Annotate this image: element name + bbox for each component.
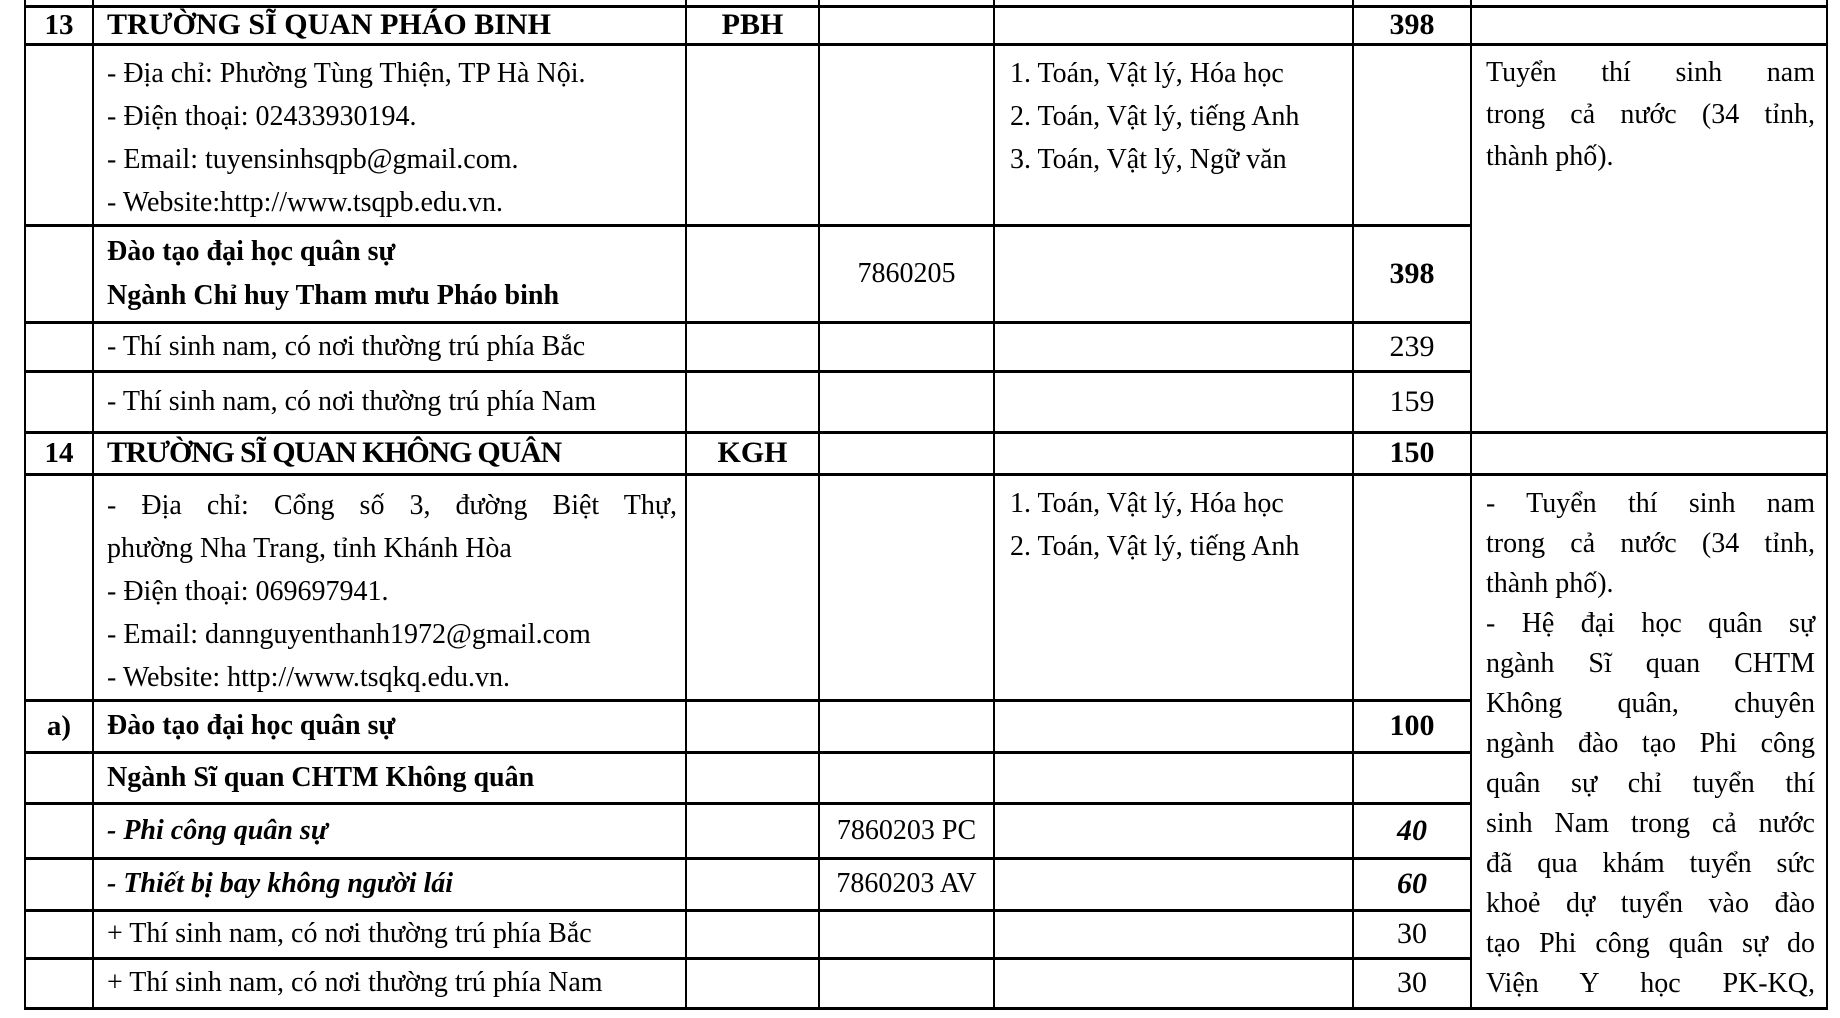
stt-cell: 14 [25, 432, 93, 474]
stt-cell: 13 [25, 6, 93, 44]
notes-line: đã qua khám tuyển sức [1486, 847, 1815, 879]
program-name: Đào tạo đại học quân sự [93, 700, 686, 752]
major-code-cell [819, 322, 994, 371]
subject-combo: 2. Toán, Vật lý, tiếng Anh [1010, 530, 1300, 562]
subject-combos-cell [994, 371, 1353, 432]
quota: 398 [1353, 225, 1471, 322]
quota: 30 [1353, 910, 1471, 958]
school-code: KGH [686, 432, 819, 474]
subject-combos-cell [994, 322, 1353, 371]
email-line: - Email: dannguyenthanh1972@gmail.com [107, 618, 591, 650]
school-code-cell [686, 371, 819, 432]
school-code-cell [686, 858, 819, 910]
notes-line: Không quân, chuyên [1486, 687, 1815, 719]
subject-combo: 1. Toán, Vật lý, Hóa học [1010, 57, 1284, 89]
subject-combos [994, 474, 1353, 700]
specialty-name: - Phi công quân sự [93, 803, 686, 858]
major-code-cell [819, 752, 994, 803]
school-name: TRƯỜNG SĨ QUAN KHÔNG QUÂN [93, 432, 686, 474]
major-code-cell [819, 910, 994, 958]
stt-cell [25, 474, 93, 700]
stt-cell [25, 752, 93, 803]
table-row-14-title [25, 432, 1827, 474]
notes-line: khoẻ dự tuyển vào đào [1486, 887, 1815, 919]
candidate-group: + Thí sinh nam, có nơi thường trú phía Nam [93, 958, 686, 1008]
table-row-14-details [25, 474, 1827, 700]
admissions-table [24, 0, 1828, 1010]
website-line: - Website: http://www.tsqkq.edu.vn. [107, 661, 510, 693]
table-row-13-details [25, 44, 1827, 225]
candidate-group: + Thí sinh nam, có nơi thường trú phía Bắc [93, 910, 686, 958]
school-code-cell [686, 700, 819, 752]
notes-line: - Hệ đại học quân sự [1486, 607, 1815, 639]
school-code-cell [686, 803, 819, 858]
subject-combos-cell [994, 225, 1353, 322]
school-code: PBH [686, 6, 819, 44]
subject-combos-cell [994, 432, 1353, 474]
table-row-13-title [25, 6, 1827, 44]
major-code-cell [819, 474, 994, 700]
quota-cell [1353, 474, 1471, 700]
school-code-cell [686, 958, 819, 1008]
major-code: 7860203 AV [819, 858, 994, 910]
notes-line: thành phố). [1486, 140, 1614, 172]
notes-line: - Tuyển thí sinh nam [1486, 487, 1815, 519]
quota: 60 [1353, 858, 1471, 910]
phone-line: - Điện thoại: 02433930194. [107, 100, 417, 132]
stt-cell [25, 322, 93, 371]
school-code-cell [686, 752, 819, 803]
notes [1471, 474, 1827, 1008]
school-code-cell [686, 225, 819, 322]
stt-cell: a) [25, 700, 93, 752]
notes-line: quân sự chỉ tuyển thí [1486, 767, 1815, 799]
subject-combos-cell [994, 858, 1353, 910]
quota-cell [1353, 44, 1471, 225]
major-code: 7860205 [819, 225, 994, 322]
school-code-cell [686, 910, 819, 958]
notes-line: ngành đào tạo Phi công [1486, 727, 1815, 759]
phone-line: - Điện thoại: 069697941. [107, 575, 389, 607]
subject-combos-cell [994, 6, 1353, 44]
major-code: 7860203 PC [819, 803, 994, 858]
notes-line: ngành Sĩ quan CHTM [1486, 647, 1815, 679]
notes-line: trong cả nước (34 tỉnh, [1486, 98, 1815, 130]
quota: 150 [1353, 432, 1471, 474]
subject-combos-cell [994, 752, 1353, 803]
major-code-cell [819, 958, 994, 1008]
subject-combos-cell [994, 910, 1353, 958]
notes-line: Tuyển thí sinh nam [1486, 56, 1815, 88]
quota: 159 [1353, 371, 1471, 432]
school-code-cell [686, 322, 819, 371]
subject-combos [994, 44, 1353, 225]
quota-cell: 398 [1353, 6, 1471, 44]
stt-cell [25, 958, 93, 1008]
subject-combo: 2. Toán, Vật lý, tiếng Anh [1010, 100, 1300, 132]
notes-cell [1471, 6, 1827, 44]
major-code-cell [819, 6, 994, 44]
quota: 40 [1353, 803, 1471, 858]
website-line: - Website:http://www.tsqpb.edu.vn. [107, 186, 503, 218]
stt-cell [25, 910, 93, 958]
notes-line: trong cả nước (34 tỉnh, [1486, 527, 1815, 559]
stt-cell [25, 803, 93, 858]
quota: 239 [1353, 322, 1471, 371]
address-line: - Địa chỉ: Phường Tùng Thiện, TP Hà Nội. [107, 57, 586, 89]
notes-line: thành phố). [1486, 567, 1614, 599]
school-contact-info [93, 44, 686, 225]
email-line: - Email: tuyensinhsqpb@gmail.com. [107, 143, 519, 175]
address-line: - Địa chỉ: Cổng số 3, đường Biệt Thự, [107, 489, 677, 521]
school-name: TRƯỜNG SĨ QUAN PHÁO BINH [93, 6, 686, 44]
stt-cell [25, 371, 93, 432]
notes-line: Viện Y học PK-KQ, [1486, 967, 1815, 999]
subject-combos-cell [994, 700, 1353, 752]
program-name [93, 225, 686, 322]
notes [1471, 44, 1827, 432]
notes-line: sinh Nam trong cả nước [1486, 807, 1815, 839]
quota-cell [1353, 752, 1471, 803]
subject-combo: 3. Toán, Vật lý, Ngữ văn [1010, 143, 1287, 175]
school-code-cell [686, 474, 819, 700]
major-code-cell [819, 371, 994, 432]
program-line: Ngành Chỉ huy Tham mưu Pháo binh [107, 279, 560, 311]
program-line: Đào tạo đại học quân sự [107, 235, 396, 267]
quota: 30 [1353, 958, 1471, 1008]
school-code-cell [686, 44, 819, 225]
stt-cell [25, 858, 93, 910]
school-contact-info [93, 474, 686, 700]
subject-combos-cell [994, 958, 1353, 1008]
stt-cell [25, 225, 93, 322]
major-name: Ngành Sĩ quan CHTM Không quân [93, 752, 686, 803]
major-code-cell [819, 700, 994, 752]
notes-cell [1471, 432, 1827, 474]
subject-combo: 1. Toán, Vật lý, Hóa học [1010, 487, 1284, 519]
specialty-name: - Thiết bị bay không người lái [93, 858, 686, 910]
major-code-cell [819, 432, 994, 474]
notes-line: tạo Phi công quân sự do [1486, 927, 1815, 959]
stt-cell [25, 44, 93, 225]
candidate-group: - Thí sinh nam, có nơi thường trú phía Nam [93, 371, 686, 432]
major-code-cell [819, 44, 994, 225]
address-line: phường Nha Trang, tỉnh Khánh Hòa [107, 532, 512, 564]
candidate-group: - Thí sinh nam, có nơi thường trú phía Bắc [93, 322, 686, 371]
subject-combos-cell [994, 803, 1353, 858]
quota: 100 [1353, 700, 1471, 752]
